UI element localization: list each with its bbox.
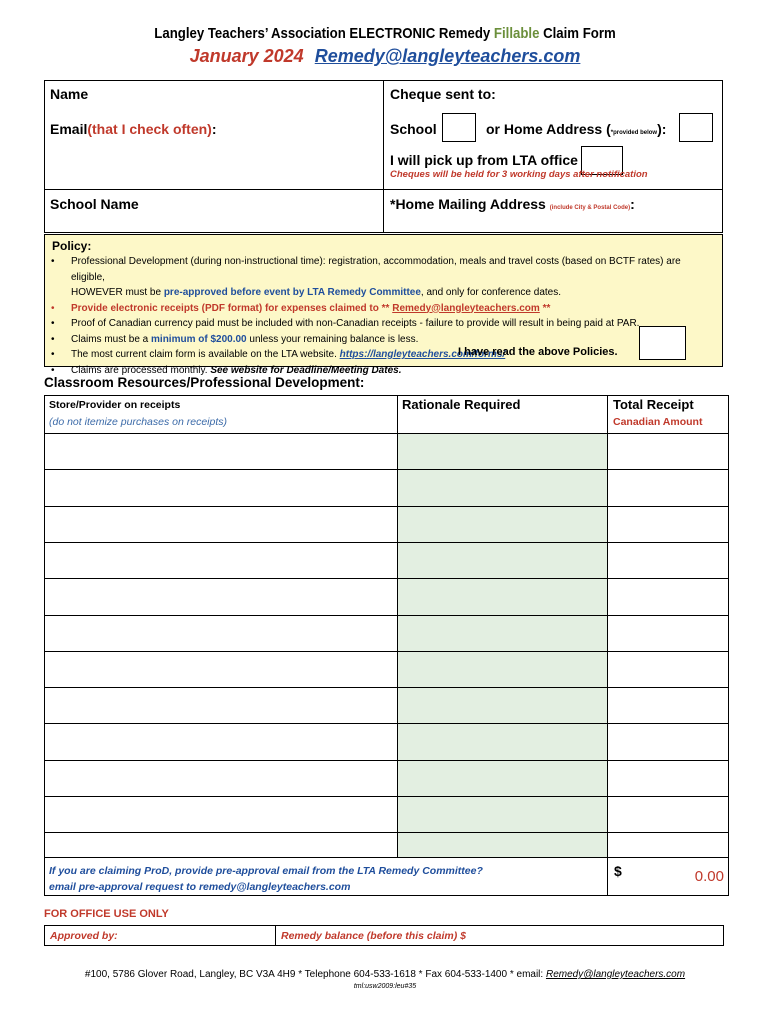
rationale-cell-input[interactable]: [398, 724, 606, 760]
amount-cell-input[interactable]: [608, 543, 728, 578]
policy-item-text: , and only for conference dates.: [420, 287, 561, 298]
store-cell-input[interactable]: [45, 507, 396, 542]
store-cell-input[interactable]: [45, 724, 396, 760]
home-address-checkbox[interactable]: [679, 113, 713, 142]
prod-approval-question: If you are claiming ProD, provide pre-approval email from the LTA Remedy Committee?: [49, 865, 483, 877]
store-cell-input[interactable]: [45, 470, 396, 506]
store-cell-input[interactable]: [45, 761, 396, 796]
home-option-label: [486, 121, 666, 137]
email-colon: :: [211, 121, 217, 137]
store-cell-input[interactable]: [45, 579, 396, 615]
total-amount: 0.00: [694, 868, 724, 885]
email-label-wrap: [50, 121, 217, 137]
home-mailing-label-wrap: [390, 196, 635, 212]
table-row-line: [44, 832, 729, 833]
total-currency-symbol: $: [614, 863, 622, 879]
rationale-cell-input[interactable]: [398, 470, 606, 506]
amount-cell-input[interactable]: [608, 470, 728, 506]
rationale-cell-input[interactable]: [398, 507, 606, 542]
store-cell-input[interactable]: [45, 652, 396, 687]
footer-contact: [0, 969, 770, 980]
home-mailing-label: *Home Mailing Address: [390, 196, 546, 212]
footer-email-link[interactable]: Remedy@langleyteachers.com: [545, 969, 686, 980]
policy-item-text: Proof of Canadian currency paid must be included with non-Canadian receipts - failure to provide will result in being paid at PAR.: [71, 318, 640, 329]
amount-cell-input[interactable]: [608, 579, 728, 615]
header-email-link[interactable]: Remedy@langleyteachers.com: [314, 46, 581, 66]
rationale-cell-input[interactable]: [398, 579, 606, 615]
amount-cell-input[interactable]: [608, 761, 728, 796]
school-name-field[interactable]: [150, 194, 375, 226]
store-cell-input[interactable]: [45, 616, 396, 651]
rationale-cell-input[interactable]: [398, 616, 606, 651]
table-footer-divider: [44, 857, 729, 858]
policy-list: [45, 254, 705, 378]
home-option-note: *provided below: [610, 130, 658, 136]
policy-read-label: I have read the above Policies.: [458, 346, 618, 358]
school-option-label: School: [390, 121, 437, 137]
policy-item-text: Professional Development (during non-instructional time): registration, accommodation, meals and travel costs (based on BCTF rates) are eligible,: [71, 256, 681, 283]
approved-by-label: Approved by:: [50, 930, 118, 942]
footer-address: #100, 5786 Glover Road, Langley, BC V3A 4H9 * Telephone 604-533-1618 * Fax 604-533-1400 * email:: [84, 969, 546, 980]
policy-item-text: The most current claim form is available on the LTA website.: [71, 349, 340, 360]
email-note: (that I check often): [87, 121, 212, 137]
rationale-cell-input[interactable]: [398, 761, 606, 796]
col-total-subheader: Canadian Amount: [613, 416, 703, 428]
rationale-cell-input[interactable]: [398, 797, 606, 832]
name-label: Name: [50, 86, 89, 102]
amount-cell-input[interactable]: [608, 797, 728, 832]
home-mailing-colon: :: [630, 196, 635, 212]
amount-cell-input[interactable]: [608, 616, 728, 651]
policy-item: • Provide electronic receipts (PDF format) for expenses claimed to ** Remedy@langleyteachers.com **: [51, 302, 551, 314]
policy-item-emphasis: pre-approved before event by LTA Remedy Committee: [163, 287, 421, 298]
policy-item-emphasis: Provide electronic receipts (PDF format) for expenses claimed to **: [71, 302, 393, 314]
store-cell-input[interactable]: [45, 543, 396, 578]
cheque-label: Cheque sent to:: [390, 86, 496, 102]
policy-item-text: Claims are processed monthly.: [71, 364, 211, 376]
rationale-cell-input[interactable]: [398, 688, 606, 723]
title-fillable: Fillable: [493, 25, 540, 42]
office-use-heading: FOR OFFICE USE ONLY: [44, 908, 169, 920]
info-divider-vertical: [383, 80, 384, 233]
policy-box: [44, 234, 723, 376]
store-cell-input[interactable]: [45, 434, 396, 469]
info-divider-horizontal: [44, 189, 723, 190]
policy-item: [45, 285, 705, 301]
policy-item: • Claims must be a minimum of $200.00 unless your remaining balance is less.: [51, 333, 419, 345]
home-mailing-field[interactable]: [640, 194, 718, 226]
school-checkbox[interactable]: [442, 113, 476, 142]
policy-item: • Claims are processed monthly. See website for Deadline/Meeting Dates.: [51, 364, 402, 376]
policy-heading: Policy:: [52, 239, 92, 253]
col-total-header: Total Receipt: [613, 397, 694, 412]
pickup-option-label: I will pick up from LTA office: [390, 152, 578, 168]
amount-cell-input[interactable]: [608, 507, 728, 542]
policy-item-text: HOWEVER must be: [71, 287, 164, 298]
col-store-header: Store/Provider on receipts: [49, 399, 181, 411]
home-option-end: ):: [657, 121, 667, 137]
policy-item: • Proof of Canadian currency paid must be included with non-Canadian receipts - failure to provide will result in being paid at PAR.: [51, 318, 640, 329]
policy-item: • Professional Development (during non-instructional time): registration, accommodation, meals and travel costs (based on BCTF rates) are eligible,: [51, 256, 681, 283]
policy-website-link[interactable]: https://langleyteachers.com/forms/: [339, 349, 506, 360]
policy-item-text: unless your remaining balance is less.: [246, 333, 419, 345]
prod-approval-note: [49, 863, 483, 895]
remedy-balance-label: Remedy balance (before this claim) $: [281, 930, 466, 942]
policy-item: • The most current claim form is available on the LTA website. https://langleyteachers.com/forms/: [51, 349, 506, 360]
form-subtitle: [0, 46, 770, 67]
home-mailing-note: (include City & Postal Code): [549, 205, 631, 211]
title-part-a: Langley Teachers’ Association ELECTRONIC Remedy: [154, 25, 494, 42]
amount-cell-input[interactable]: [608, 434, 728, 469]
store-cell-input[interactable]: [45, 797, 396, 832]
title-part-b: Claim Form: [539, 25, 616, 42]
prod-approval-request: email pre-approval request to remedy@langleyteachers.com: [49, 881, 351, 893]
store-cell-input[interactable]: [45, 688, 396, 723]
email-field[interactable]: [205, 118, 375, 142]
policy-item-emphasis: See website for Deadline/Meeting Dates.: [210, 364, 402, 376]
rationale-cell-input[interactable]: [398, 652, 606, 687]
col-store-subheader: (do not itemize purchases on receipts): [49, 416, 228, 428]
policy-item-emphasis: **: [539, 302, 551, 314]
section-title: Classroom Resources/Professional Development:: [44, 375, 365, 390]
form-title: [46, 25, 724, 42]
pickup-note: Cheques will be held for 3 working days after notification: [390, 169, 648, 180]
policy-item-emphasis: minimum of $200.00: [151, 333, 247, 345]
rationale-cell-input[interactable]: [398, 543, 606, 578]
rationale-cell-input[interactable]: [398, 434, 606, 469]
form-month: January 2024: [189, 46, 304, 66]
form-code: tml:usw2009:leu#35: [353, 983, 417, 990]
policy-item-text: Claims must be a: [71, 333, 152, 345]
amount-cell-input[interactable]: [608, 652, 728, 687]
email-label: Email: [50, 121, 88, 137]
home-option-text: or Home Address (: [486, 121, 611, 137]
policy-read-checkbox[interactable]: [639, 326, 686, 360]
policy-email-link[interactable]: Remedy@langleyteachers.com: [392, 302, 540, 314]
amount-cell-input[interactable]: [608, 688, 728, 723]
school-name-label: School Name: [50, 196, 139, 212]
col-rationale-header: Rationale Required: [402, 397, 521, 412]
office-use-divider: [275, 925, 276, 946]
name-field[interactable]: [120, 84, 375, 106]
amount-cell-input[interactable]: [608, 724, 728, 760]
